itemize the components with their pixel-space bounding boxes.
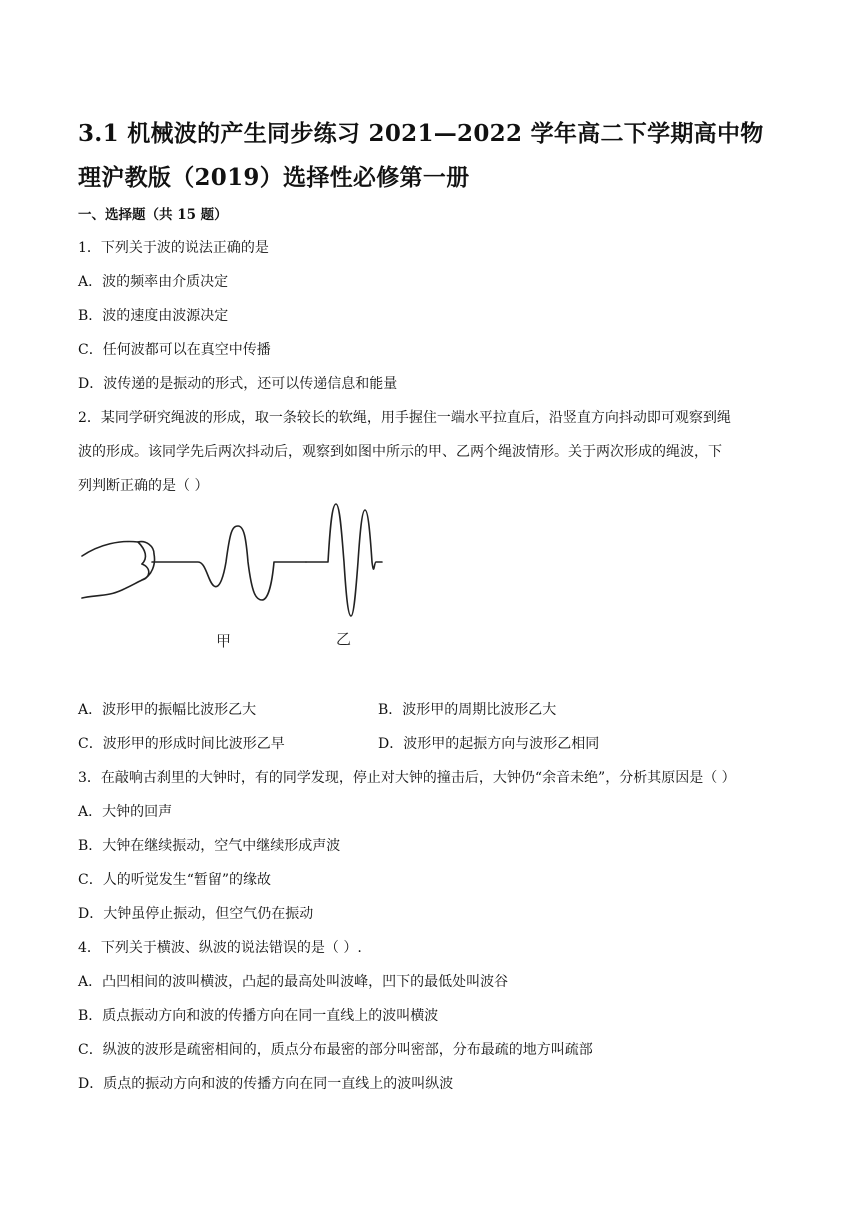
figure-label-jia: 甲 (216, 632, 232, 650)
question-4-option-b: B．质点振动方向和波的传播方向在同一直线上的波叫横波 (78, 1008, 439, 1024)
rope-wave-figure (80, 498, 390, 658)
question-2-option-b: B．波形甲的周期比波形乙大 (378, 702, 557, 718)
question-3-option-a: A．大钟的回声 (78, 804, 173, 820)
question-2-option-a: A．波形甲的振幅比波形乙大 (78, 702, 257, 718)
question-3-stem: 3．在敲响古刹里的大钟时，有的同学发现，停止对大钟的撞击后，大钟仍“余音未绝”，分析其原因是（ ） (78, 770, 736, 786)
question-1-option-c: C．任何波都可以在真空中传播 (78, 342, 271, 358)
question-4-option-a: A．凸凹相间的波叫横波，凸起的最高处叫波峰，凹下的最低处叫波谷 (78, 974, 509, 990)
question-1-option-d: D．波传递的是振动的形式，还可以传递信息和能量 (78, 376, 398, 392)
question-1-stem: 1．下列关于波的说法正确的是 (78, 240, 269, 256)
hand-finger-1 (138, 542, 145, 564)
question-3-option-c: C．人的听觉发生“暂留”的缘故 (78, 872, 272, 888)
question-1-option-a: A．波的频率由介质决定 (78, 274, 229, 290)
question-3-option-d: D．大钟虽停止振动，但空气仍在振动 (78, 906, 314, 922)
wave-yi (306, 504, 382, 616)
question-2-option-d: D．波形甲的起振方向与波形乙相同 (378, 736, 600, 752)
question-4-stem: 4．下列关于横波、纵波的说法错误的是（ ）. (78, 940, 362, 956)
question-2-stem-line-1: 2．某同学研究绳波的形成，取一条较长的软绳，用手握住一端水平拉直后，沿竖直方向抖动即可观察到绳 (78, 410, 731, 426)
question-3-option-b: B．大钟在继续振动，空气中继续形成声波 (78, 838, 341, 854)
wave-jia (152, 526, 306, 600)
figure-label-yi: 乙 (336, 630, 352, 648)
question-1-option-b: B．波的速度由波源决定 (78, 308, 229, 324)
question-4-option-c: C．纵波的波形是疏密相间的，质点分布最密的部分叫密部，分布最疏的地方叫疏部 (78, 1042, 593, 1058)
question-4-option-d: D．质点的振动方向和波的传播方向在同一直线上的波叫纵波 (78, 1076, 454, 1092)
question-2-option-c: C．波形甲的形成时间比波形乙早 (78, 736, 285, 752)
question-2-stem-line-2: 波的形成。该同学先后两次抖动后，观察到如图中所示的甲、乙两个绳波情形。关于两次形成的绳波，下 (78, 444, 722, 460)
question-2-stem-line-3: 列判断正确的是（ ） (78, 478, 209, 494)
section-heading: 一、选择题（共 15 题） (78, 207, 228, 223)
document-title: 3.1 机械波的产生同步练习 2021—2022 学年高二下学期高中物理沪教版（2019）选择性必修第一册 (78, 120, 764, 191)
